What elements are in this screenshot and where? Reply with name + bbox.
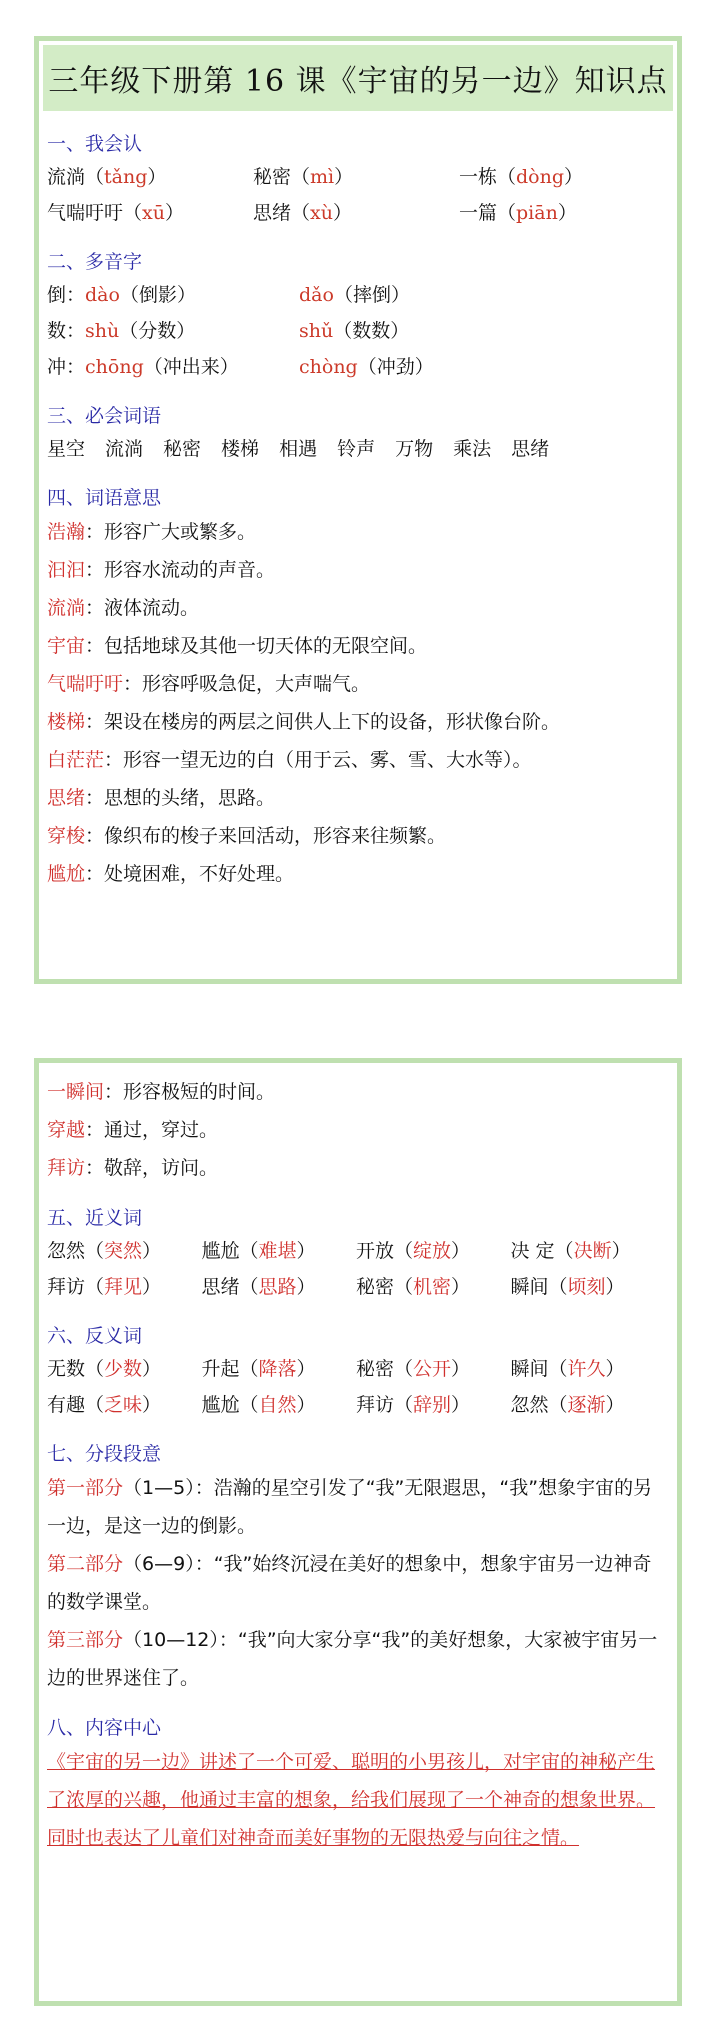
word-list	[47, 431, 665, 467]
section-heading-recognize: 一、我会认	[47, 133, 143, 155]
polyphonic-item: shǔ（数数）	[299, 320, 410, 342]
antonym-row	[47, 1387, 665, 1423]
section-heading-meanings: 四、词语意思	[47, 487, 162, 509]
word-item: 万物	[395, 438, 434, 460]
word-item: 思绪	[511, 438, 550, 460]
synonym-pair: 忽然（突然）	[47, 1240, 162, 1262]
word-item: 秘密	[163, 438, 202, 460]
word-item: 星空	[47, 438, 86, 460]
antonym-pair: 升起（降落）	[201, 1358, 316, 1380]
section-heading-polyphonic: 二、多音字	[47, 251, 143, 273]
antonym-pair: 尴尬（自然）	[201, 1394, 316, 1416]
polyphonic-item: 数：shù（分数）	[47, 320, 196, 342]
synonym-pair: 思绪（思路）	[201, 1276, 316, 1298]
knowledge-card-1	[34, 36, 682, 984]
synonym-pair: 尴尬（难堪）	[201, 1240, 316, 1262]
antonym-pair: 秘密（公开）	[356, 1358, 471, 1380]
recognize-item: 一栋（dòng）	[459, 166, 584, 188]
word-item: 楼梯	[221, 438, 260, 460]
polyphonic-row	[47, 349, 665, 385]
definition-item: 一瞬间：形容极短的时间。	[47, 1081, 276, 1103]
definition-item: 气喘吁吁：形容呼吸急促，大声喘气。	[47, 673, 371, 695]
synonym-pair: 秘密（机密）	[356, 1276, 471, 1298]
synonym-row	[47, 1269, 665, 1305]
paragraph-summary: 第三部分（10—12）：“我”向大家分享“我”的美好想象，大家被宇宙另一边的世界迷住了。	[47, 1629, 658, 1689]
definition-item: 尴尬：处境困难，不好处理。	[47, 863, 295, 885]
antonym-pair: 忽然（逐渐）	[510, 1394, 625, 1416]
synonym-pair: 开放（绽放）	[356, 1240, 471, 1262]
synonym-row	[47, 1233, 665, 1269]
definition-item: 浩瀚：形容广大或繁多。	[47, 521, 257, 543]
definition-item: 白茫茫：形容一望无边的白（用于云、雾、雪、大水等）。	[47, 749, 532, 771]
synonym-pair: 决 定（决断）	[510, 1240, 631, 1262]
recognize-row	[47, 195, 665, 231]
word-item: 相遇	[279, 438, 318, 460]
definition-item: 思绪：思想的头绪，思路。	[47, 787, 276, 809]
recognize-item: 思绪（xù）	[253, 202, 352, 224]
antonym-pair: 拜访（辞别）	[356, 1394, 471, 1416]
polyphonic-item: chòng（冲劲）	[299, 356, 434, 378]
recognize-item: 秘密（mì）	[253, 166, 354, 188]
polyphonic-item: 冲：chōng（冲出来）	[47, 356, 239, 378]
synonym-pair: 瞬间（顷刻）	[510, 1276, 625, 1298]
knowledge-card-2	[34, 1058, 682, 2006]
recognize-item: 气喘吁吁（xū）	[47, 202, 184, 224]
word-item: 流淌	[105, 438, 144, 460]
antonym-pair: 瞬间（许久）	[510, 1358, 625, 1380]
antonym-pair: 无数（少数）	[47, 1358, 162, 1380]
paragraph-summary: 第一部分（1—5）：浩瀚的星空引发了“我”无限遐思，“我”想象宇宙的另一边，是这一边的倒影。	[47, 1477, 653, 1537]
recognize-item: 流淌（tǎng）	[47, 166, 167, 188]
word-item: 铃声	[337, 438, 376, 460]
recognize-item: 一篇（piān）	[459, 202, 577, 224]
page-title: 三年级下册第 16 课《宇宙的另一边》知识点	[43, 45, 673, 111]
definition-item: 流淌：液体流动。	[47, 597, 200, 619]
definition-item: 拜访：敬辞，访问。	[47, 1157, 219, 1179]
section-heading-words: 三、必会词语	[47, 405, 162, 427]
definition-item: 穿梭：像织布的梭子来回活动，形容来往频繁。	[47, 825, 447, 847]
antonym-pair: 有趣（乏味）	[47, 1394, 162, 1416]
polyphonic-row	[47, 313, 665, 349]
paragraph-summary: 第二部分（6—9）：“我”始终沉浸在美好的想象中，想象宇宙另一边神奇的数学课堂。	[47, 1553, 652, 1613]
section-heading-central-idea: 八、内容中心	[47, 1717, 162, 1739]
polyphonic-item: dǎo（摔倒）	[299, 284, 410, 306]
section-heading-antonyms: 六、反义词	[47, 1325, 143, 1347]
definition-item: 穿越：通过，穿过。	[47, 1119, 219, 1141]
definition-item: 汩汩：形容水流动的声音。	[47, 559, 276, 581]
section-heading-paragraphs: 七、分段段意	[47, 1443, 162, 1465]
word-item: 乘法	[453, 438, 492, 460]
polyphonic-row	[47, 277, 665, 313]
recognize-row	[47, 159, 665, 195]
definition-item: 宇宙：包括地球及其他一切天体的无限空间。	[47, 635, 428, 657]
synonym-pair: 拜访（拜见）	[47, 1276, 162, 1298]
central-idea-text: 《宇宙的另一边》讲述了一个可爱、聪明的小男孩儿，对宇宙的神秘产生了浓厚的兴趣，他通过丰富的想象，给我们展现了一个神奇的想象世界。同时也表达了儿童们对神奇而美好事物的无限热爱与向往之情。	[47, 1751, 656, 1849]
section-heading-synonyms: 五、近义词	[47, 1207, 143, 1229]
polyphonic-item: 倒：dào（倒影）	[47, 284, 196, 306]
definition-item: 楼梯：架设在楼房的两层之间供人上下的设备，形状像台阶。	[47, 711, 561, 733]
antonym-row	[47, 1351, 665, 1387]
